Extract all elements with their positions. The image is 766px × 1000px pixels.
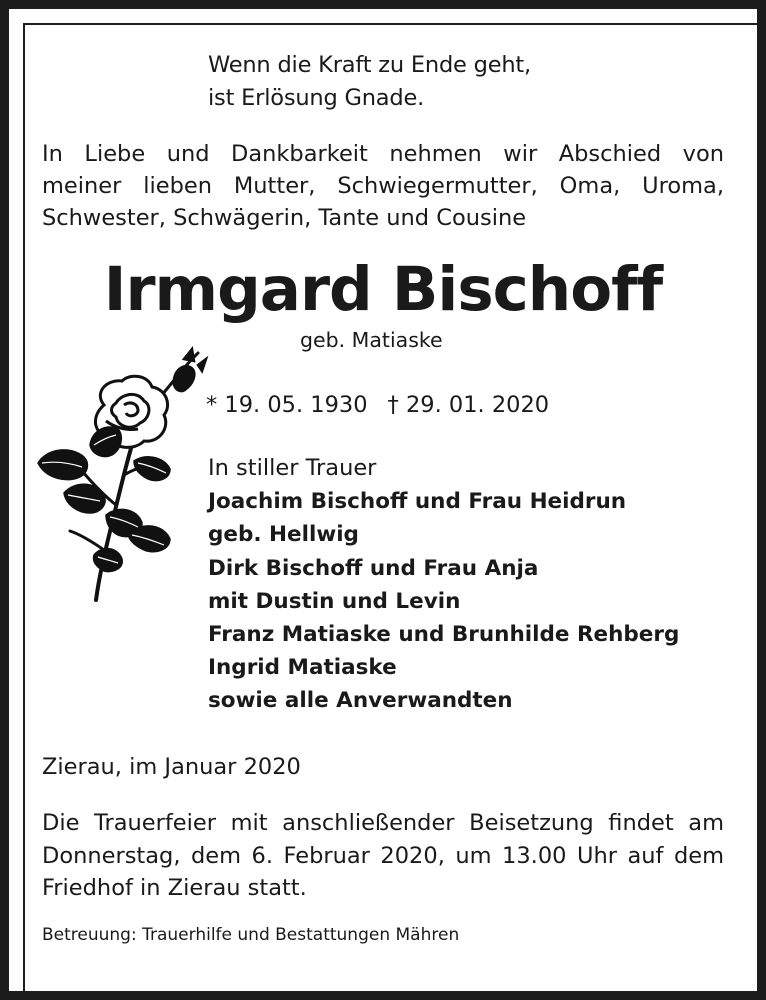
service-info bbox=[42, 807, 724, 905]
life-dates bbox=[206, 389, 549, 421]
death-date: † 29. 01. 2020 bbox=[387, 392, 550, 418]
mourner-line: sowie alle Anverwandten bbox=[208, 688, 513, 714]
deceased-name: Irmgard Bischoff bbox=[103, 254, 663, 325]
mourners bbox=[208, 452, 679, 718]
funeral-home-credit: Betreuung: Trauerhilfe und Bestattungen Mähren bbox=[42, 925, 460, 945]
verse bbox=[208, 49, 531, 115]
intro-line: meiner lieben Mutter, Schwiegermutter, Oma, Uroma, bbox=[42, 173, 724, 199]
place-date: Zierau, im Januar 2020 bbox=[42, 754, 301, 780]
maiden-name: geb. Matiaske bbox=[300, 328, 443, 352]
verse-line: Wenn die Kraft zu Ende geht, bbox=[208, 52, 532, 78]
verse-line: ist Erlösung Gnade. bbox=[208, 85, 425, 111]
mourner-line: mit Dustin und Levin bbox=[208, 588, 461, 614]
service-line: Die Trauerfeier mit anschließender Beisetzung findet am bbox=[42, 810, 724, 836]
mourner-line: geb. Hellwig bbox=[208, 522, 359, 548]
mourner-line: Ingrid Matiaske bbox=[208, 655, 397, 681]
service-line: Friedhof in Zierau statt. bbox=[42, 875, 307, 901]
mourner-line: Joachim Bischoff und Frau Heidrun bbox=[208, 489, 627, 515]
birth-date: * 19. 05. 1930 bbox=[206, 392, 368, 418]
service-line: Donnerstag, dem 6. Februar 2020, um 13.00 Uhr auf dem bbox=[42, 842, 724, 869]
mourning-heading: In stiller Trauer bbox=[208, 455, 377, 481]
mourner-line: Franz Matiaske und Brunhilde Rehberg bbox=[208, 622, 680, 648]
intro-line: Schwester, Schwägerin, Tante und Cousine bbox=[42, 205, 527, 231]
mourner-line: Dirk Bischoff und Frau Anja bbox=[208, 555, 539, 581]
intro-line: In Liebe und Dankbarkeit nehmen wir Abschied von bbox=[42, 141, 724, 167]
rose-icon bbox=[34, 345, 209, 610]
intro-text bbox=[42, 138, 724, 234]
